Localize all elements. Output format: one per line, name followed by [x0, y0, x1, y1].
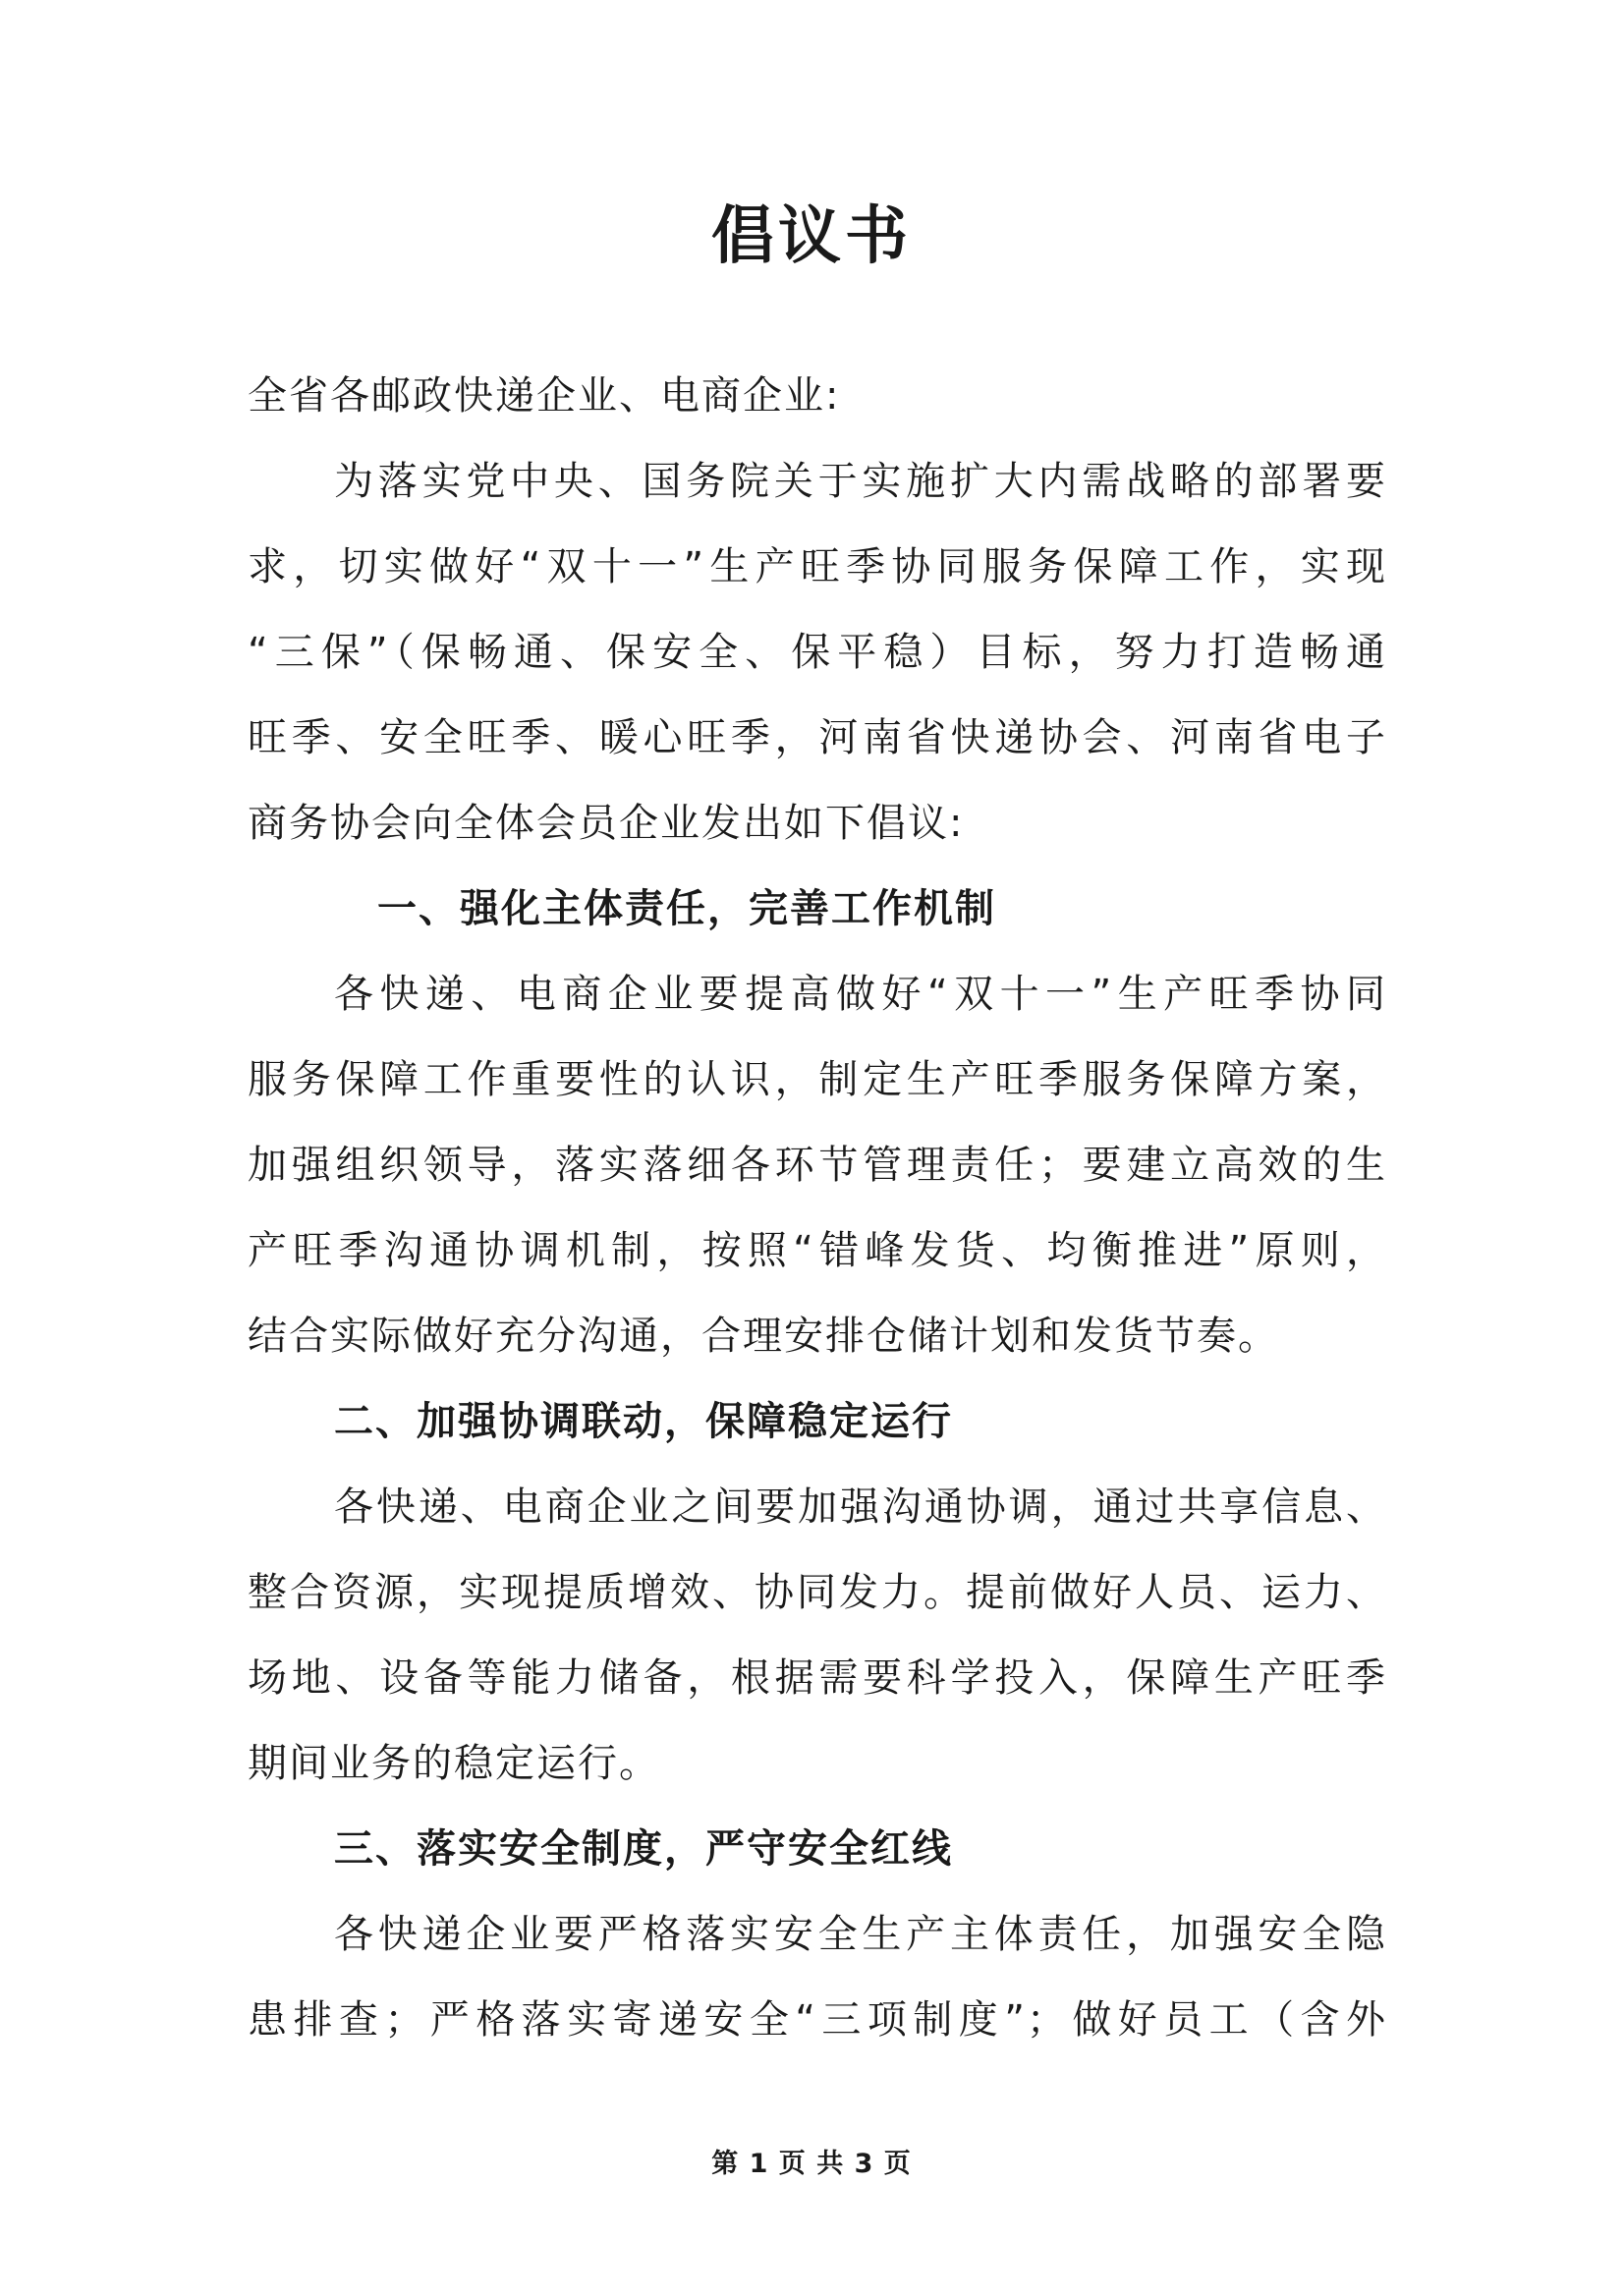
intro-line: 旺季、安全旺季、暖心旺季，河南省快递协会、河南省电子 [248, 715, 1387, 760]
section-line: 各快递、电商企业之间要加强沟通协调，通过共享信息、 [334, 1484, 1387, 1530]
section-line: 场地、设备等能力储备，根据需要科学投入，保障生产旺季 [248, 1655, 1387, 1701]
intro-line: 求，切实做好“双十一”生产旺季协同服务保障工作，实现 [248, 544, 1387, 589]
section-line: 结合实际做好充分沟通，合理安排仓储计划和发货节奏。 [248, 1314, 1279, 1359]
section-line: 各快递、电商企业要提高做好“双十一”生产旺季协同 [334, 972, 1387, 1017]
section-line: 整合资源，实现提质增效、协同发力。提前做好人员、运力、 [248, 1570, 1387, 1615]
salutation: 全省各邮政快递企业、电商企业: [248, 373, 841, 419]
intro-line: “三保”（保畅通、保安全、保平稳）目标，努力打造畅通 [248, 630, 1387, 675]
intro-line: 商务协会向全体会员企业发出如下倡议: [248, 801, 965, 846]
document-title: 倡议书 [711, 200, 912, 273]
section-heading: 一、强化主体责任，完善工作机制 [377, 886, 996, 931]
section-line: 加强组织领导，落实落细各环节管理责任；要建立高效的生 [248, 1143, 1387, 1188]
section-line: 各快递企业要严格落实安全生产主体责任，加强安全隐 [334, 1912, 1387, 1957]
section-heading: 三、落实安全制度，严守安全红线 [334, 1826, 953, 1872]
document-body [248, 354, 1387, 2063]
page-number-footer: 第 1 页 共 3 页 [711, 2149, 912, 2179]
section-heading: 二、加强协调联动，保障稳定运行 [334, 1399, 953, 1444]
intro-line: 为落实党中央、国务院关于实施扩大内需战略的部署要 [334, 459, 1387, 504]
section-line: 产旺季沟通协调机制，按照“错峰发货、均衡推进”原则， [248, 1228, 1387, 1273]
section-line: 期间业务的稳定运行。 [248, 1741, 660, 1786]
section-line: 服务保障工作重要性的认识，制定生产旺季服务保障方案， [248, 1057, 1387, 1102]
section-line: 患排查；严格落实寄递安全“三项制度”；做好员工（含外 [248, 1997, 1387, 2043]
